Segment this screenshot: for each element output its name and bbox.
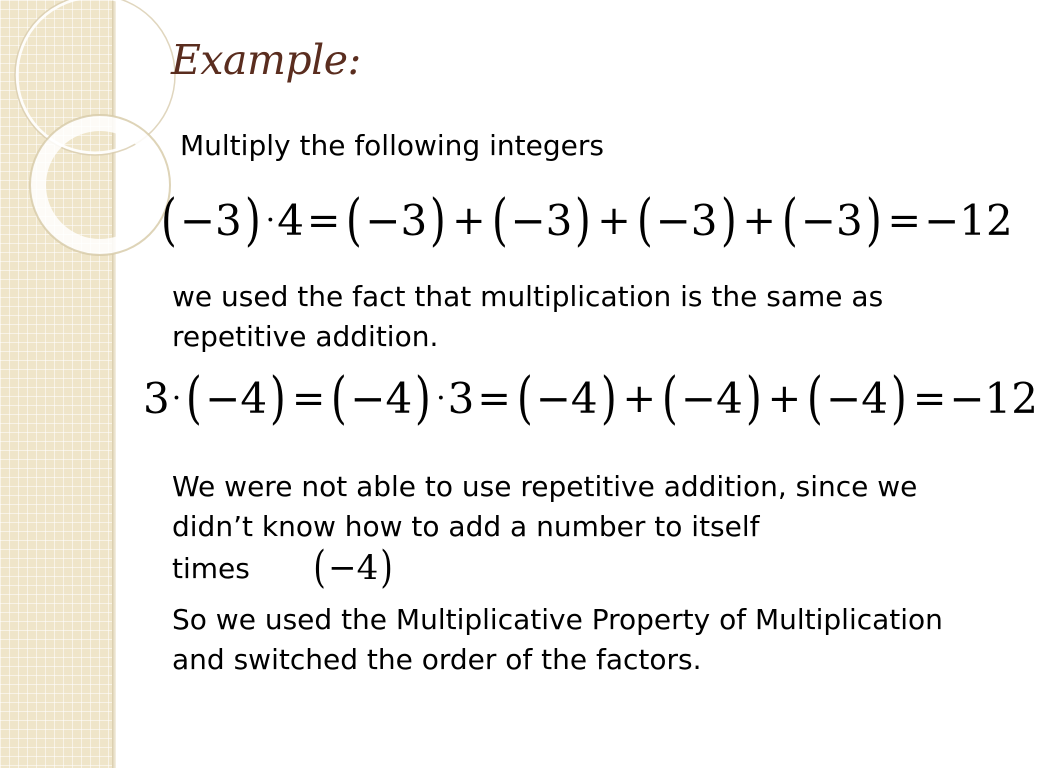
equation1-open-paren: (	[491, 188, 508, 253]
equation2-number: −4	[205, 374, 268, 423]
equation1-number: −3	[365, 196, 428, 245]
equation1-number: −3	[179, 196, 242, 245]
equation1-close-paren: )	[430, 188, 447, 253]
equation2-number: −4	[826, 374, 888, 423]
equation2-open-paren: (	[331, 366, 348, 431]
intro-text: Multiply the following integers	[180, 129, 604, 162]
equation-repeated-addition	[158, 188, 1013, 253]
equation1-plus-sign: +	[452, 198, 486, 244]
equation2-open-paren: (	[662, 366, 678, 431]
equation2-equals-sign: =	[477, 376, 511, 422]
equation2-close-paren: )	[600, 366, 617, 431]
inline-open-paren: (	[313, 542, 326, 593]
equation1-number: −12	[924, 196, 1013, 245]
equation1-number: −3	[510, 196, 573, 245]
equation2-close-paren: )	[745, 366, 762, 431]
equation1-number: −3	[800, 196, 863, 245]
equation2-multiply-dot: ·	[436, 381, 446, 416]
equation1-number: 4	[277, 196, 304, 245]
equation1-plus-sign: +	[742, 198, 776, 244]
times-word: times	[172, 552, 250, 585]
equation2-open-paren: (	[186, 366, 203, 431]
equation1-equals-sign: =	[306, 198, 341, 244]
equation1-open-paren: (	[346, 188, 363, 253]
equation2-open-paren: (	[516, 366, 533, 431]
equation2-equals-sign: =	[291, 376, 326, 422]
equation1-close-paren: )	[244, 188, 261, 253]
slide-title: Example:	[171, 36, 361, 84]
explanation-limitation: We were not able to use repetitive addition, since we didn’t know how to add a number to itself	[172, 470, 918, 543]
inline-close-paren: )	[380, 542, 394, 593]
inline-value: −4	[328, 548, 379, 588]
equation2-equals-sign: =	[912, 376, 947, 422]
equation2-number: −4	[350, 374, 413, 423]
equation2-close-paren: )	[270, 366, 286, 431]
equation1-open-paren: (	[781, 188, 798, 253]
equation1-open-paren: (	[161, 188, 177, 253]
equation2-open-paren: (	[807, 366, 823, 431]
equation-commutative	[143, 366, 1038, 431]
equation2-close-paren: )	[891, 366, 907, 431]
equation1-close-paren: )	[865, 188, 882, 253]
equation1-open-paren: (	[636, 188, 653, 253]
equation2-multiply-dot: ·	[171, 381, 182, 416]
equation1-close-paren: )	[720, 188, 737, 253]
equation1-plus-sign: +	[597, 198, 631, 244]
equation2-plus-sign: +	[767, 376, 802, 422]
equation2-close-paren: )	[415, 366, 432, 431]
equation2-number: 3	[447, 374, 475, 423]
inline-negative-four	[311, 543, 395, 593]
equation2-number: −4	[680, 374, 743, 423]
equation2-number: 3	[143, 374, 170, 423]
explanation-conclusion: So we used the Multiplicative Property of Multiplication and switched the order of the factors.	[172, 603, 943, 676]
equation2-number: −4	[535, 374, 598, 423]
explanation-repetitive-addition: we used the fact that multiplication is the same as repetitive addition.	[172, 280, 884, 353]
equation1-multiply-dot: ·	[265, 203, 276, 238]
equation1-number: −3	[655, 196, 718, 245]
equation2-plus-sign: +	[622, 376, 657, 422]
equation1-equals-sign: =	[887, 198, 922, 244]
equation2-number: −12	[949, 374, 1038, 423]
equation1-close-paren: )	[575, 188, 592, 253]
